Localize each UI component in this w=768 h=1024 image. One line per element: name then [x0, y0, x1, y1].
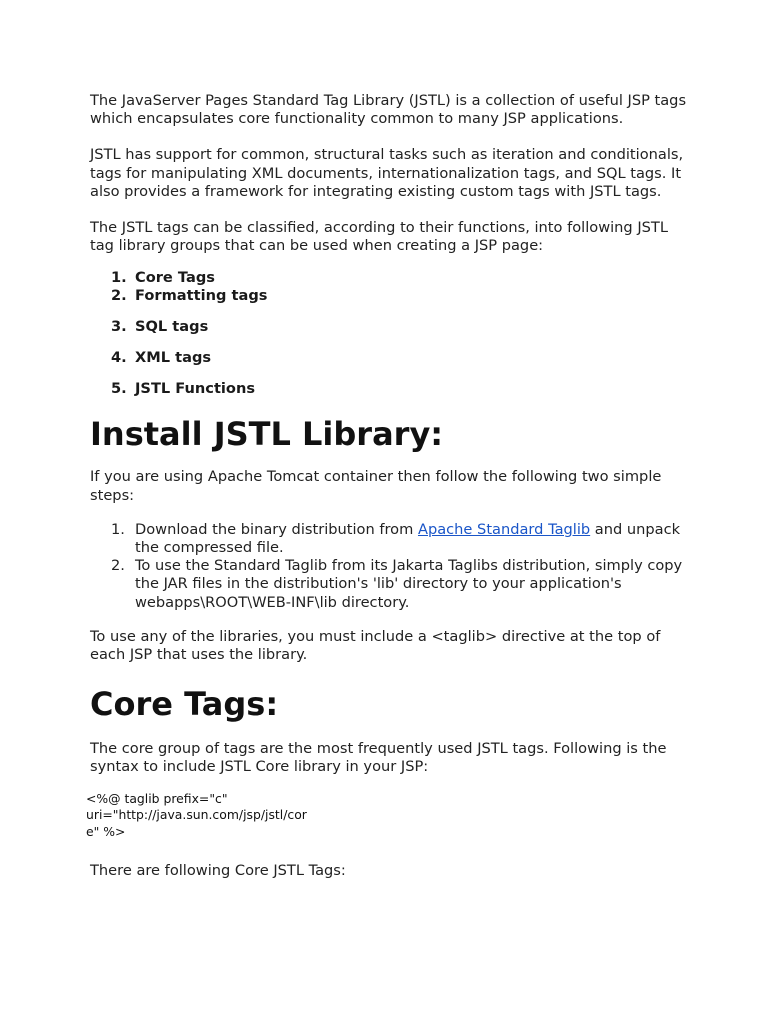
intro-paragraph-3: The JSTL tags can be classified, according to their functions, into following JSTL tag library groups that can be used when creating a JSP page:: [90, 219, 668, 255]
list-item-label: SQL tags: [135, 318, 209, 336]
list-number: 1.: [111, 520, 125, 538]
step-text: To use the Standard Taglib from its Jakarta Taglibs distribution, simply copy the JAR files in the distribution's 'lib' directory to your application's webapps\ROOT\WEB-INF\lib directory.: [135, 557, 683, 611]
list-number: 4.: [111, 349, 127, 367]
core-tags-heading: Core Tags:: [90, 685, 279, 724]
list-item-label: XML tags: [135, 349, 212, 367]
list-item: [90, 521, 690, 557]
core-intro: The core group of tags are the most frequently used JSTL tags. Following is the syntax to include JSTL Core library in your JSP:: [90, 740, 667, 776]
taglib-code-snippet: <%@ taglib prefix="c" uri="http://java.sun.com/jsp/jstl/cor e" %>: [86, 790, 307, 839]
list-number: 2.: [111, 557, 125, 575]
step-text-after: and unpack the compressed file.: [135, 520, 681, 557]
list-number: 2.: [111, 287, 127, 305]
list-item: [90, 287, 690, 305]
document-page: [86, 92, 690, 880]
list-number: 5.: [111, 380, 127, 398]
apache-standard-taglib-link[interactable]: Apache Standard Taglib: [417, 520, 591, 538]
install-intro: If you are using Apache Tomcat container then follow the following two simple steps:: [90, 468, 662, 504]
list-item: [90, 557, 690, 612]
list-number: 3.: [111, 318, 127, 336]
tag-groups-list: [90, 269, 690, 398]
list-number: 1.: [111, 269, 127, 287]
step-text-before: Download the binary distribution from: [135, 520, 418, 538]
list-item-label: Formatting tags: [135, 287, 268, 305]
list-item: [90, 349, 690, 367]
list-item-label: JSTL Functions: [135, 380, 256, 398]
list-item-label: Core Tags: [135, 269, 215, 287]
list-item: [90, 318, 690, 336]
install-heading: Install JSTL Library:: [90, 415, 444, 454]
intro-paragraph-2: JSTL has support for common, structural tasks such as iteration and conditionals, tags for manipulating XML documents, internationalization tags, and SQL tags. It also provides a framework for integrating existing custom tags with JSTL tags.: [90, 146, 684, 200]
install-steps-list: [90, 521, 690, 612]
list-item: [90, 269, 690, 287]
taglib-note: To use any of the libraries, you must include a <taglib> directive at the top of each JSP that uses the library.: [90, 627, 661, 664]
core-tags-following: There are following Core JSTL Tags:: [90, 862, 346, 880]
intro-paragraph-1: The JavaServer Pages Standard Tag Library (JSTL) is a collection of useful JSP tags which encapsulates core functionality common to many JSP applications.: [90, 92, 687, 128]
list-item: [90, 380, 690, 398]
